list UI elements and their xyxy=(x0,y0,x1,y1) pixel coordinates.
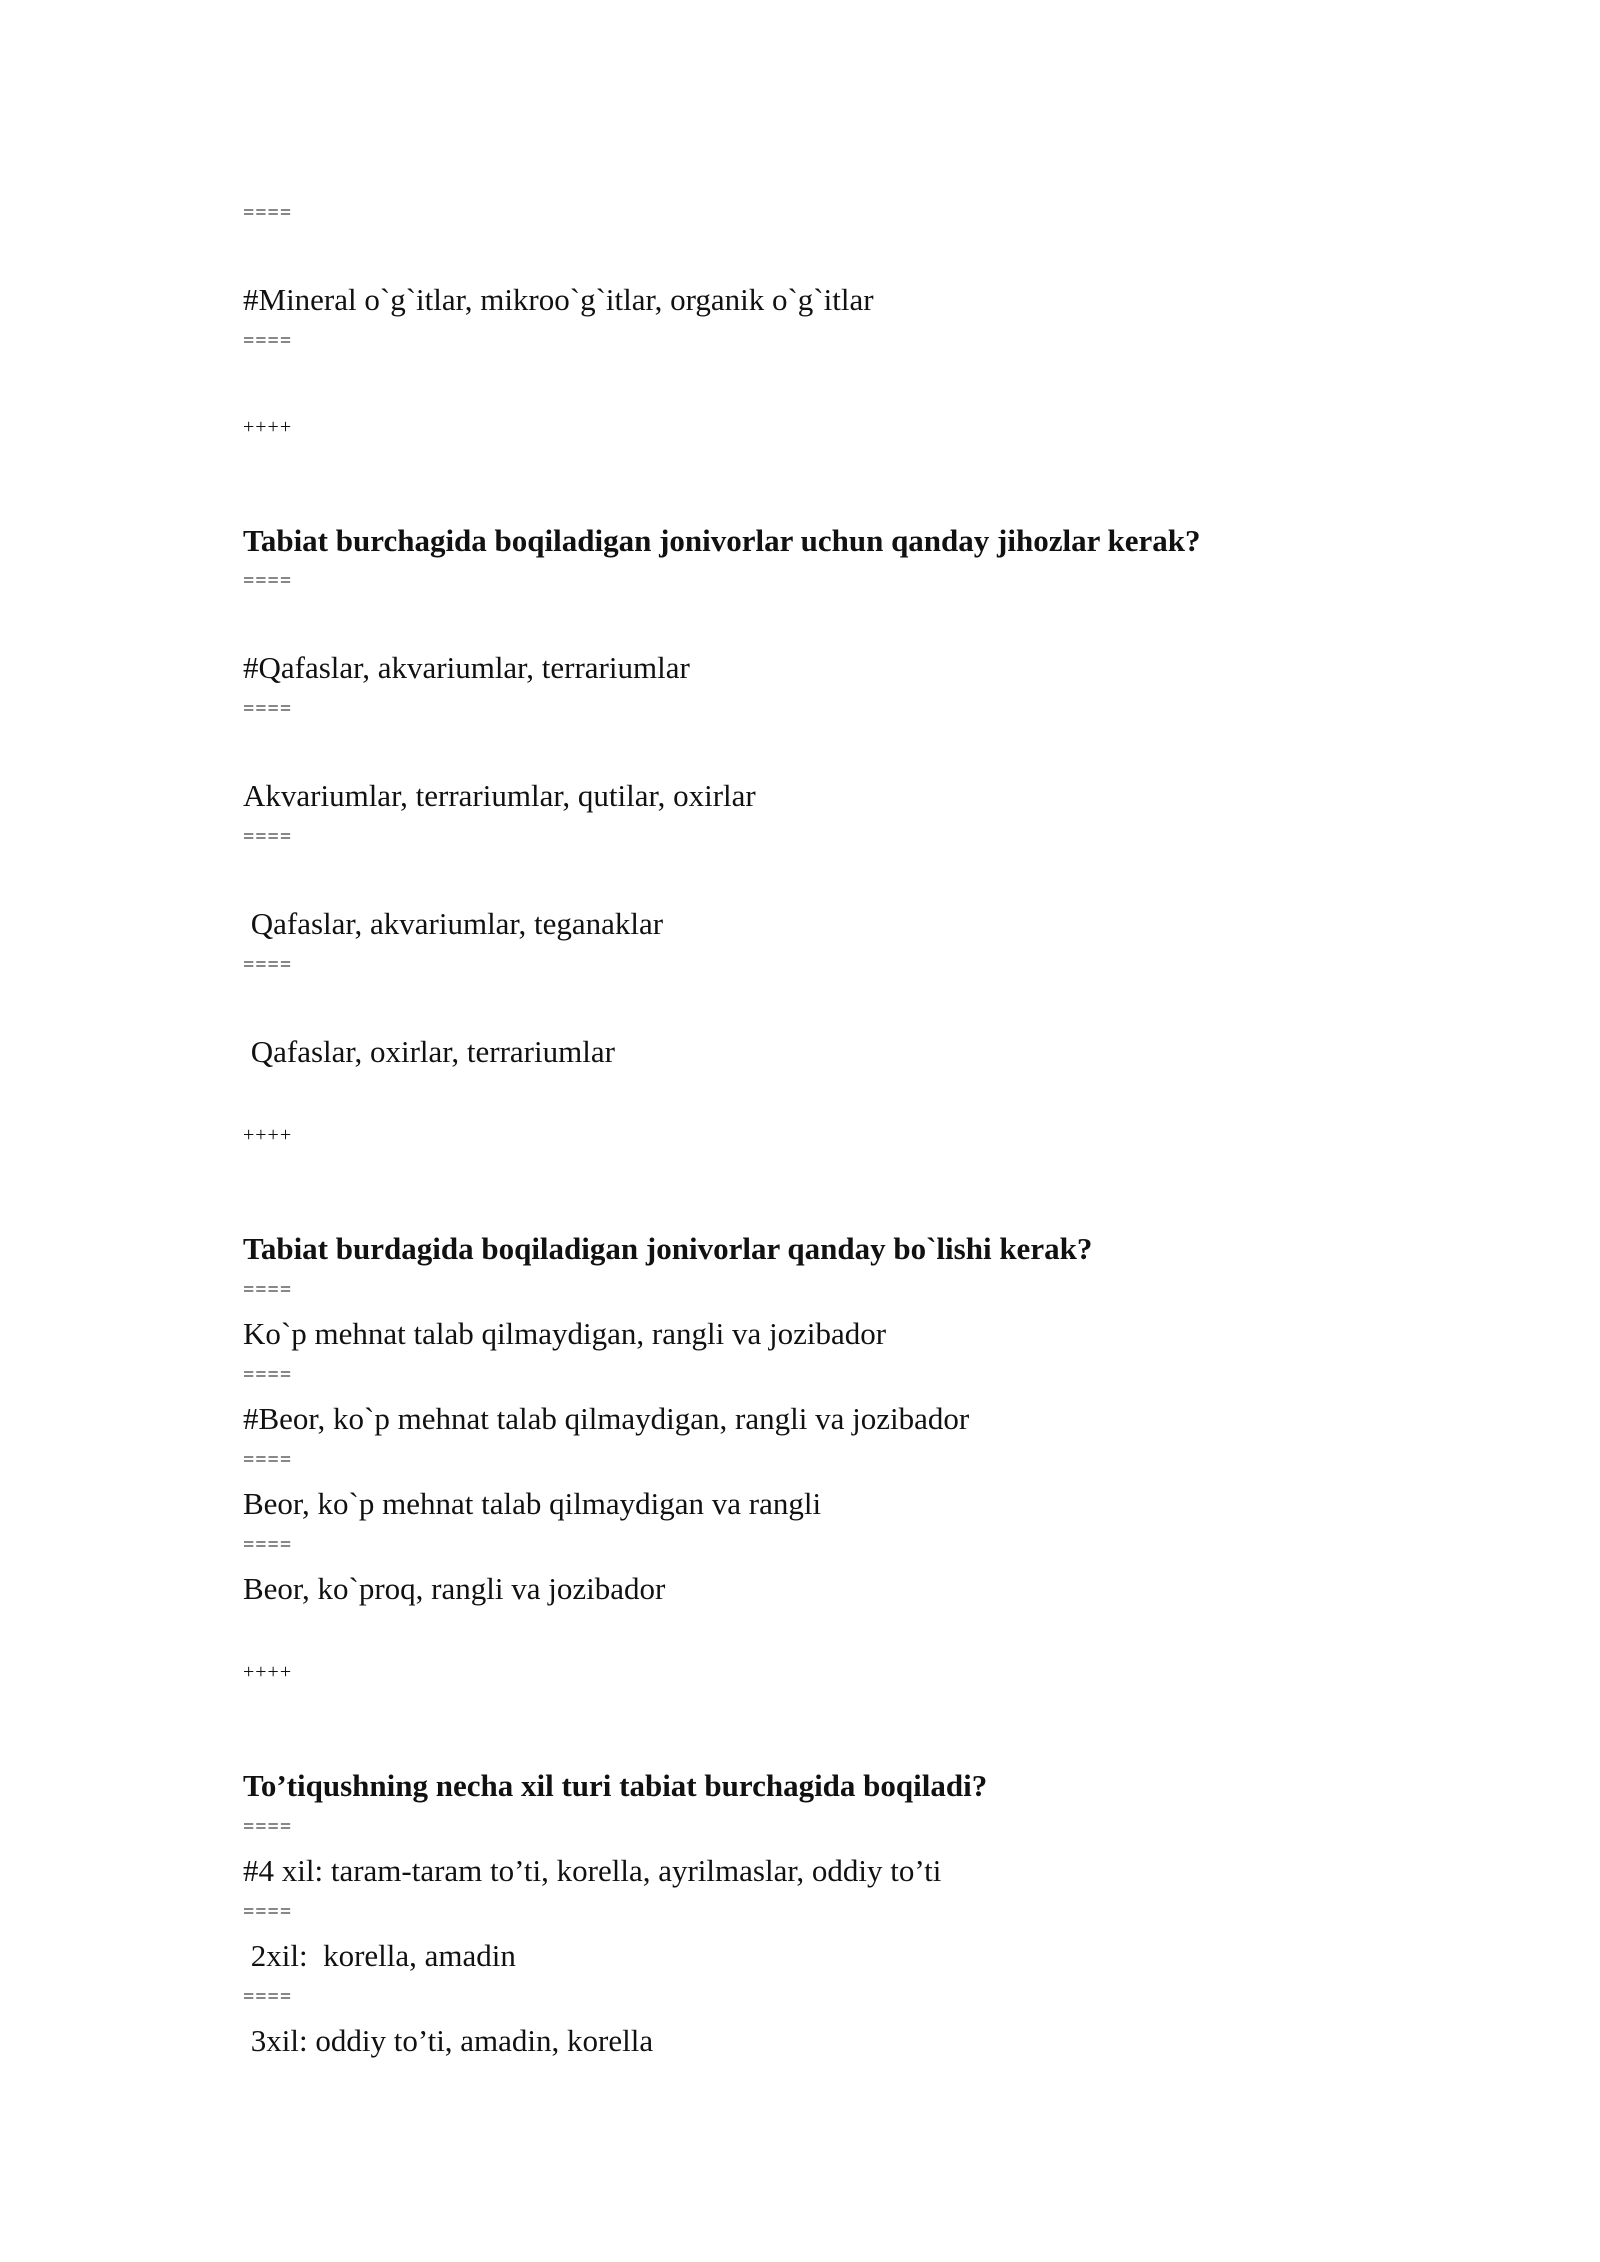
separator-equals: ==== xyxy=(243,1986,293,2008)
answer-option: Akvariumlar, terrariumlar, qutilar, oxirlar xyxy=(243,778,756,813)
separator-equals: ==== xyxy=(243,1816,293,1838)
separator-equals: ==== xyxy=(243,330,293,352)
separator-plus: ++++ xyxy=(243,1124,293,1146)
separator-equals: ==== xyxy=(243,1449,293,1471)
separator-equals: ==== xyxy=(243,570,293,592)
question-title: Tabiat burchagida boqiladigan jonivorlar uchun qanday jihozlar kerak? xyxy=(243,523,1201,558)
answer-option: 2xil: korella, amadin xyxy=(243,1938,516,1973)
separator-equals: ==== xyxy=(243,1364,293,1386)
answer-option: #4 xil: taram-taram to’ti, korella, ayrilmaslar, oddiy to’ti xyxy=(243,1853,942,1888)
separator-plus: ++++ xyxy=(243,1661,293,1683)
separator-equals: ==== xyxy=(243,698,293,720)
answer-option: Qafaslar, oxirlar, terrariumlar xyxy=(243,1034,615,1069)
separator-equals: ==== xyxy=(243,1901,293,1923)
answer-option: Qafaslar, akvariumlar, teganaklar xyxy=(243,906,664,941)
answer-option: Ko`p mehnat talab qilmaydigan, rangli va jozibador xyxy=(243,1316,887,1351)
separator-equals: ==== xyxy=(243,1534,293,1556)
question-title: Tabiat burdagida boqiladigan jonivorlar qanday bo`lishi kerak? xyxy=(243,1231,1093,1266)
separator-plus: ++++ xyxy=(243,416,293,438)
separator-equals: ==== xyxy=(243,826,293,848)
answer-option: #Beor, ko`p mehnat talab qilmaydigan, rangli va jozibador xyxy=(243,1401,970,1436)
separator-equals: ==== xyxy=(243,954,293,976)
answer-option: #Qafaslar, akvariumlar, terrariumlar xyxy=(243,650,690,685)
question-title: To’tiqushning necha xil turi tabiat burchagida boqiladi? xyxy=(243,1768,988,1803)
answer-option: Beor, ko`p mehnat talab qilmaydigan va rangli xyxy=(243,1486,822,1521)
answer-option: 3xil: oddiy to’ti, amadin, korella xyxy=(243,2023,654,2058)
answer-option: Beor, ko`proq, rangli va jozibador xyxy=(243,1571,666,1606)
answer-option: #Mineral o`g`itlar, mikroo`g`itlar, organik o`g`itlar xyxy=(243,282,874,317)
separator-equals: ==== xyxy=(243,1279,293,1301)
separator-equals: ==== xyxy=(243,202,293,224)
